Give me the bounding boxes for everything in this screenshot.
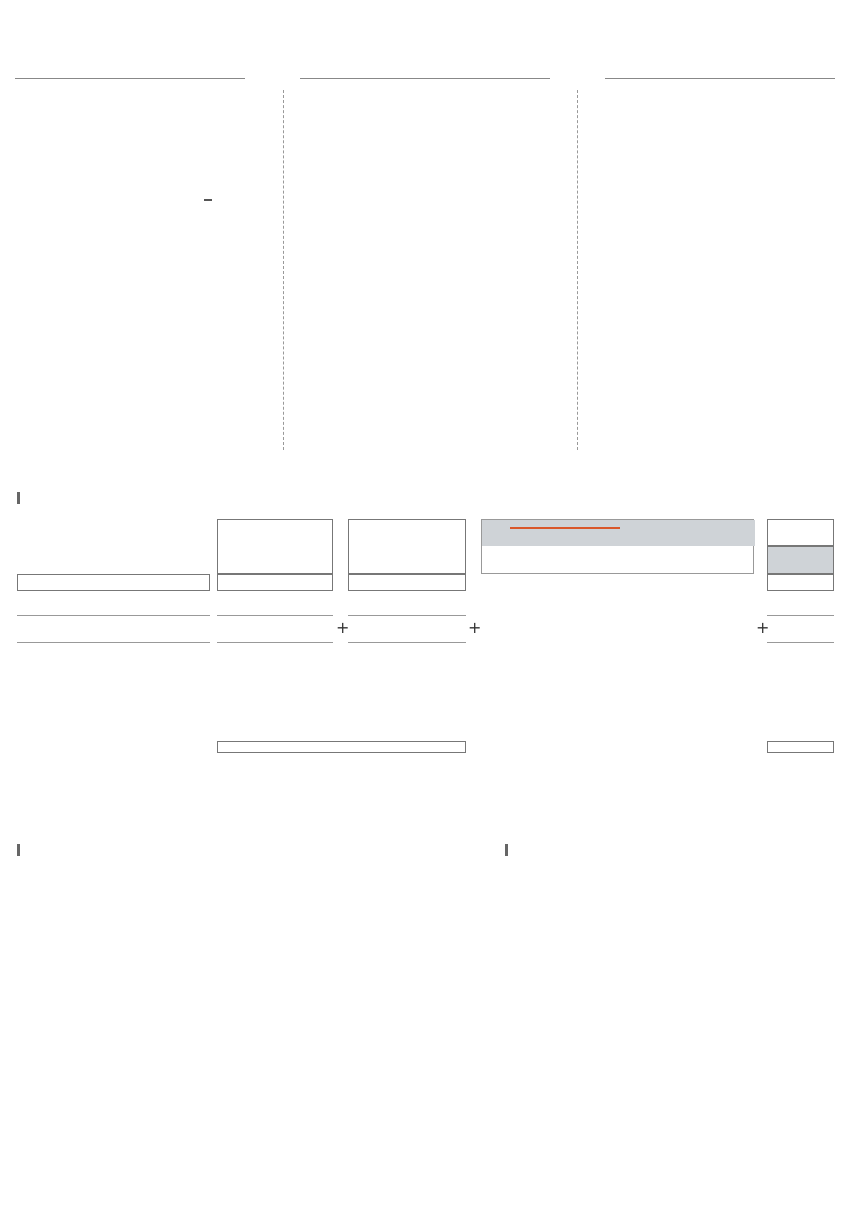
base-code [217, 574, 333, 591]
plus-sign: + [756, 618, 770, 637]
additive-code [348, 574, 466, 591]
divider [300, 78, 550, 79]
ammonia-chart [600, 210, 845, 345]
section-title-materials [17, 491, 24, 506]
topcoat-set [767, 741, 834, 753]
column-divider [283, 90, 284, 450]
additive-weight [348, 591, 466, 616]
humidity-chart [15, 212, 275, 352]
additive-header [348, 519, 466, 574]
section-title-tools [505, 843, 512, 858]
column-divider [577, 90, 578, 450]
plus-sign: + [468, 618, 482, 637]
topcoat-component [767, 616, 834, 643]
section-title-colors [17, 843, 24, 858]
set-code [217, 741, 466, 753]
additive-component [348, 616, 466, 643]
topcoat-name [767, 546, 834, 574]
divider [15, 78, 245, 79]
plus-sign: + [336, 618, 350, 637]
base-header [217, 519, 333, 574]
row-labels [17, 574, 210, 643]
base-weight [217, 591, 333, 616]
aggregate-header [481, 519, 754, 574]
divider [605, 78, 835, 79]
topcoat-code [767, 574, 834, 591]
topcoat-weight [767, 591, 834, 616]
topcoat-header [767, 519, 834, 546]
base-component [217, 616, 333, 643]
formaldehyde-chart [308, 210, 576, 345]
unit-box [204, 199, 212, 201]
